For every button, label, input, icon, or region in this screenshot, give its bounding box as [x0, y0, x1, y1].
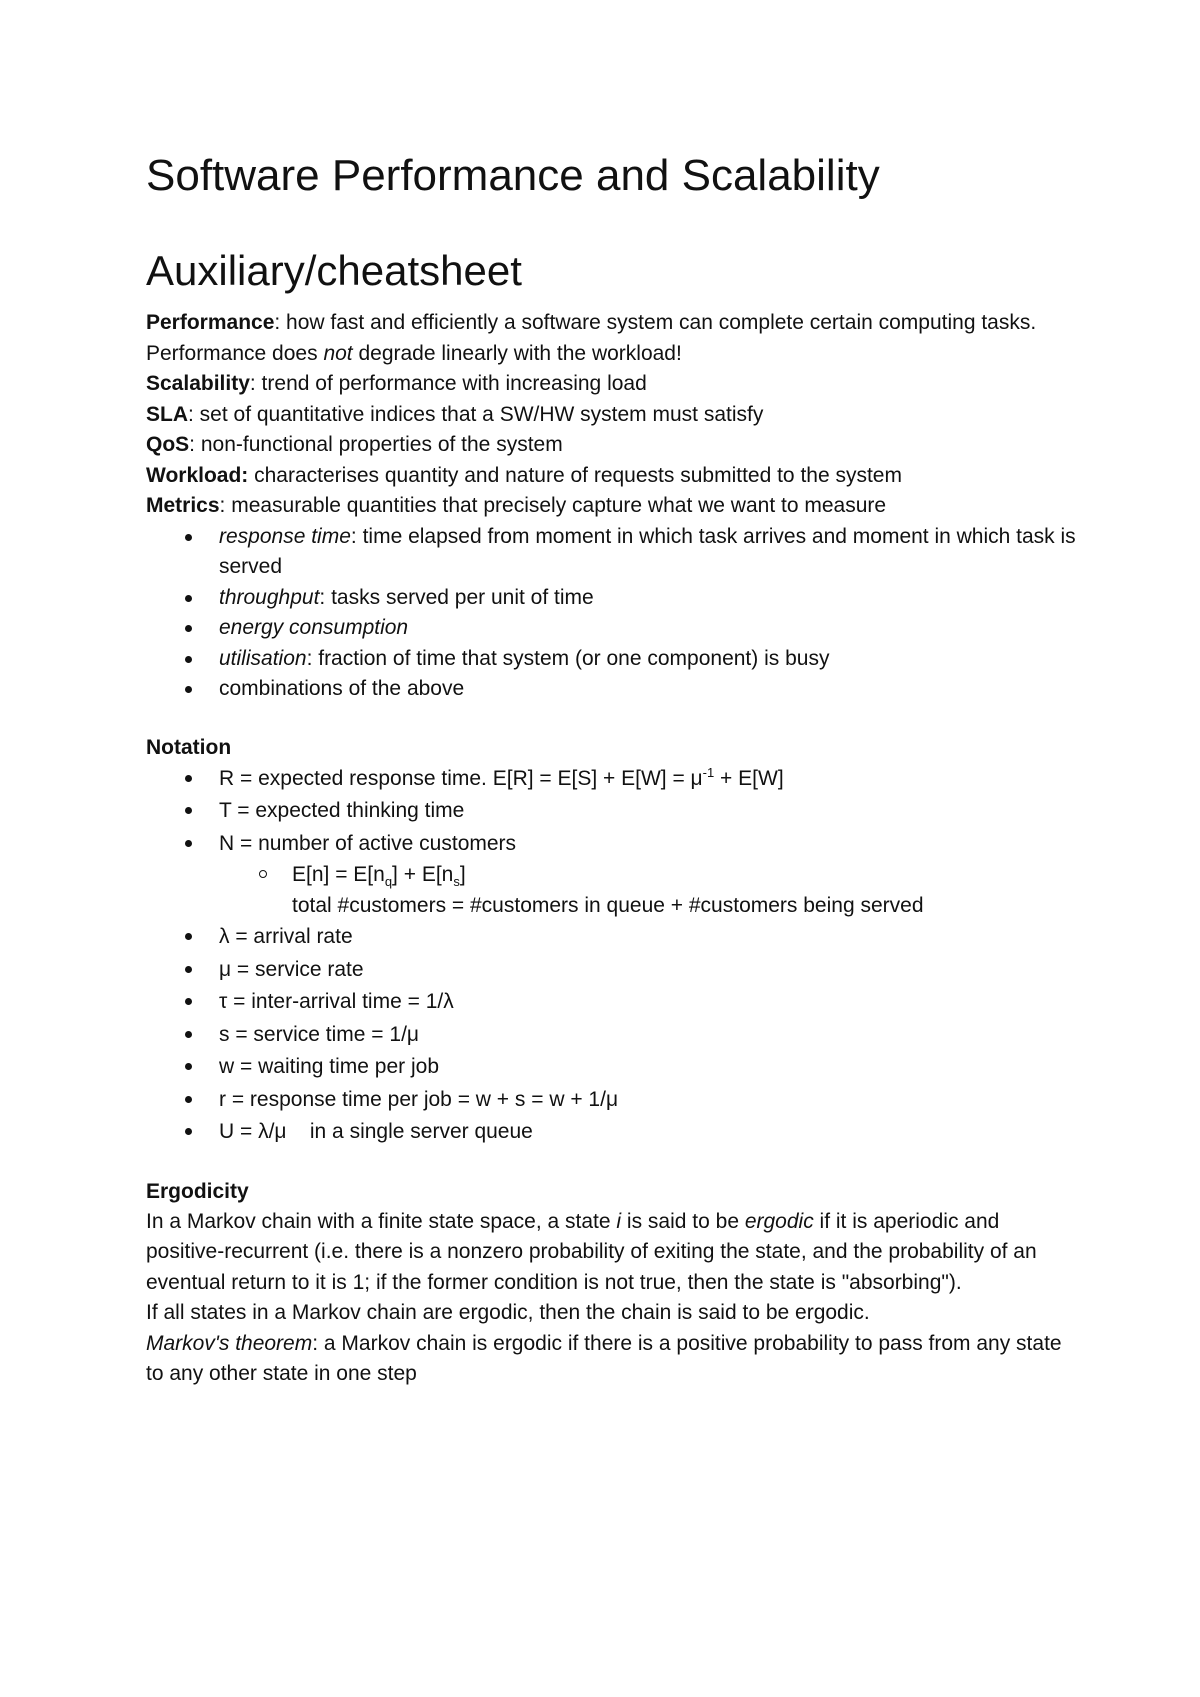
- definition-text: : measurable quantities that precisely capture what we want to measure: [219, 494, 887, 517]
- list-item: [219, 583, 1076, 614]
- list-item: T = expected thinking time: [219, 795, 1076, 828]
- definition-performance: [146, 308, 1076, 369]
- list-item: [219, 828, 1076, 922]
- term-scalability: Scalability: [146, 372, 250, 395]
- notation-text: ]: [459, 863, 466, 886]
- term-metrics: Metrics: [146, 494, 220, 517]
- list-item: [219, 613, 1076, 644]
- definition-scalability: [146, 369, 1076, 400]
- metric-text: : fraction of time that system (or one component) is busy: [306, 646, 830, 670]
- notation-heading: Notation: [146, 735, 232, 759]
- emphasis: not: [323, 341, 353, 365]
- paragraph-text: if it is aperiodic and positive-recurrent (i.e. there is a nonzero probability of exiting the state, and the probability of an eventual return to it is 1; if the former condition is not true, then the state is "absorbing").: [146, 1209, 1037, 1294]
- list-item: [219, 674, 1076, 705]
- superscript: -1: [702, 764, 715, 780]
- notation-text: N = number of active customers: [219, 831, 517, 855]
- sub-list-item: [292, 860, 1076, 891]
- definition-text: : how fast and efficiently a software system can complete certain computing tasks. Performance does: [146, 311, 1037, 365]
- emphasis: ergodic: [744, 1209, 814, 1233]
- definition-text: : non-functional properties of the system: [189, 433, 563, 456]
- list-item: [219, 763, 1076, 796]
- metric-text: : time elapsed from moment in which task arrives and moment in which task is served: [219, 524, 1076, 578]
- subscript: s: [453, 874, 460, 890]
- list-item: [219, 522, 1076, 583]
- sub-list-continuation: total #customers = #customers in queue + #customers being served: [292, 893, 924, 917]
- definition-text: : trend of performance with increasing load: [249, 372, 647, 395]
- metric-text: combinations of the above: [219, 677, 465, 700]
- list-item: s = service time = 1/μ: [219, 1019, 1076, 1052]
- document-page: [146, 140, 1076, 1390]
- metric-term: response time: [219, 524, 351, 548]
- definition-text: degrade linearly with the workload!: [352, 341, 682, 365]
- ergodicity-paragraph-1: [146, 1207, 1076, 1299]
- page-title: Software Performance and Scalability: [146, 151, 880, 200]
- definition-text: characterises quantity and nature of requests submitted to the system: [248, 463, 902, 487]
- notation-list: [146, 763, 1076, 1149]
- definition-workload: [146, 461, 1076, 492]
- term-markov-theorem: Markov's theorem: [146, 1331, 313, 1355]
- metric-text: : tasks served per unit of time: [319, 585, 594, 609]
- list-item: r = response time per job = w + s = w + 1/μ: [219, 1084, 1076, 1117]
- emphasis: i: [616, 1209, 622, 1233]
- term-qos: QoS: [146, 433, 190, 456]
- metric-term: throughput: [219, 585, 320, 609]
- term-workload: Workload:: [146, 463, 249, 487]
- metrics-list: [146, 522, 1076, 705]
- paragraph-text: In a Markov chain with a finite state space, a state: [146, 1209, 617, 1233]
- notation-text: ] + E[n: [392, 863, 454, 886]
- notation-text: + E[W]: [714, 766, 784, 790]
- list-item: U = λ/μ in a single server queue: [219, 1116, 1076, 1149]
- paragraph-text: is said to be: [621, 1209, 745, 1233]
- metric-term: utilisation: [219, 646, 307, 670]
- list-item: τ = inter-arrival time = 1/λ: [219, 986, 1076, 1019]
- term-performance: Performance: [146, 311, 275, 334]
- notation-text: R = expected response time. E[R] = E[S] + E[W] = μ: [219, 766, 703, 790]
- list-item: λ = arrival rate: [219, 921, 1076, 954]
- notation-text: E[n] = E[n: [292, 863, 385, 886]
- definition-text: : set of quantitative indices that a SW/HW system must satisfy: [188, 402, 764, 426]
- list-item: w = waiting time per job: [219, 1051, 1076, 1084]
- ergodicity-paragraph-3: [146, 1329, 1076, 1390]
- paragraph-text: : a Markov chain is ergodic if there is a positive probability to pass from any state to any other state in one step: [146, 1331, 1062, 1385]
- definition-sla: [146, 400, 1076, 431]
- list-item: [219, 644, 1076, 675]
- ergodicity-paragraph-2: If all states in a Markov chain are ergodic, then the chain is said to be ergodic.: [146, 1301, 870, 1324]
- list-item: μ = service rate: [219, 954, 1076, 987]
- term-sla: SLA: [146, 402, 188, 426]
- definition-qos: [146, 430, 1076, 461]
- page-subtitle: Auxiliary/cheatsheet: [146, 247, 522, 294]
- subscript: q: [384, 874, 393, 890]
- metric-term: energy consumption: [219, 616, 409, 639]
- sub-list: [219, 860, 1076, 891]
- definition-metrics: [146, 491, 1076, 522]
- ergodicity-heading: Ergodicity: [146, 1179, 249, 1203]
